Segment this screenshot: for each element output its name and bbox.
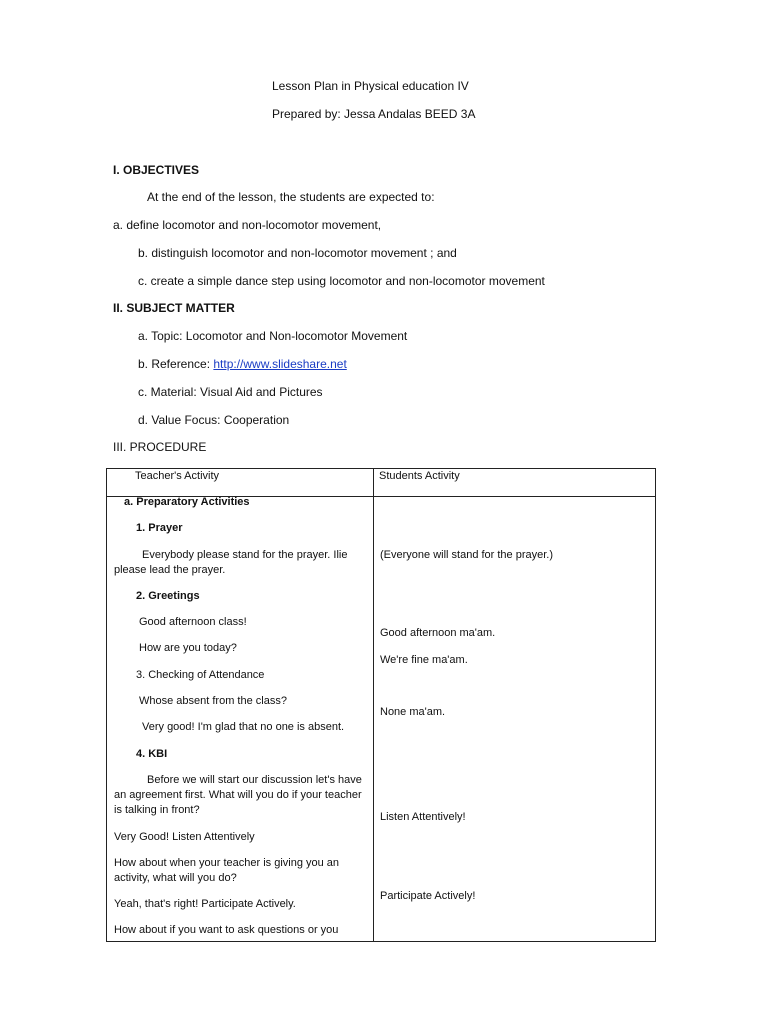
teacher-greeting: How are you today? [139, 642, 237, 654]
kbi-heading: 4. KBI [136, 748, 168, 760]
student-prayer-response: (Everyone will stand for the prayer.) [380, 549, 554, 561]
subject-material: c. Material: Visual Aid and Pictures [138, 385, 323, 399]
teacher-attendance-response: Very good! I'm glad that no one is absent. [142, 721, 345, 733]
column-header-teacher: Teacher's Activity [135, 470, 220, 482]
subject-value-focus: d. Value Focus: Cooperation [138, 413, 290, 427]
student-greeting-response: We're fine ma'am. [380, 654, 468, 666]
objective-item: a. define locomotor and non-locomotor movement, [113, 218, 382, 232]
subject-reference [138, 357, 347, 371]
teacher-kbi-text: Before we will start our discussion let's have an agreement first. What will you do if your teacher is talking in front? [114, 774, 362, 816]
teacher-kbi-text: Very Good! Listen Attentively [114, 831, 255, 843]
teacher-kbi-text: How about if you want to ask questions or you [114, 924, 339, 936]
subject-topic: a. Topic: Locomotor and Non-locomotor Movement [138, 329, 408, 343]
student-greeting-response: Good afternoon ma'am. [380, 627, 496, 639]
teacher-kbi-text: How about when your teacher is giving you an activity, what will you do? [114, 857, 340, 884]
column-header-students: Students Activity [379, 470, 460, 482]
student-kbi-response: Listen Attentively! [380, 811, 466, 823]
teacher-attendance-question: Whose absent from the class? [139, 695, 287, 707]
subject-matter-heading: II. SUBJECT MATTER [113, 301, 235, 315]
teacher-greeting: Good afternoon class! [139, 616, 247, 628]
table-column-divider [373, 469, 374, 941]
reference-link[interactable]: http://www.slideshare.net [213, 357, 347, 371]
attendance-heading: 3. Checking of Attendance [136, 669, 265, 681]
objective-item: c. create a simple dance step using locomotor and non-locomotor movement [138, 274, 545, 288]
teacher-prayer-text: Everybody please stand for the prayer. Ilie please lead the prayer. [114, 549, 348, 576]
objectives-heading: I. OBJECTIVES [113, 163, 200, 177]
reference-label: b. Reference: [138, 357, 214, 371]
procedure-table [106, 468, 656, 942]
student-attendance-response: None ma'am. [380, 706, 446, 718]
objectives-intro: At the end of the lesson, the students are expected to: [147, 190, 435, 204]
objective-item: b. distinguish locomotor and non-locomotor movement ; and [138, 246, 457, 260]
preparatory-activities-heading: a. Preparatory Activities [124, 496, 250, 508]
prayer-heading: 1. Prayer [136, 522, 183, 534]
greetings-heading: 2. Greetings [136, 590, 200, 602]
procedure-heading: III. PROCEDURE [113, 440, 207, 454]
document-title: Lesson Plan in Physical education IV [272, 79, 469, 93]
prepared-by: Prepared by: Jessa Andalas BEED 3A [272, 107, 476, 121]
teacher-kbi-text: Yeah, that's right! Participate Actively. [114, 898, 296, 910]
student-kbi-response: Participate Actively! [380, 890, 476, 902]
